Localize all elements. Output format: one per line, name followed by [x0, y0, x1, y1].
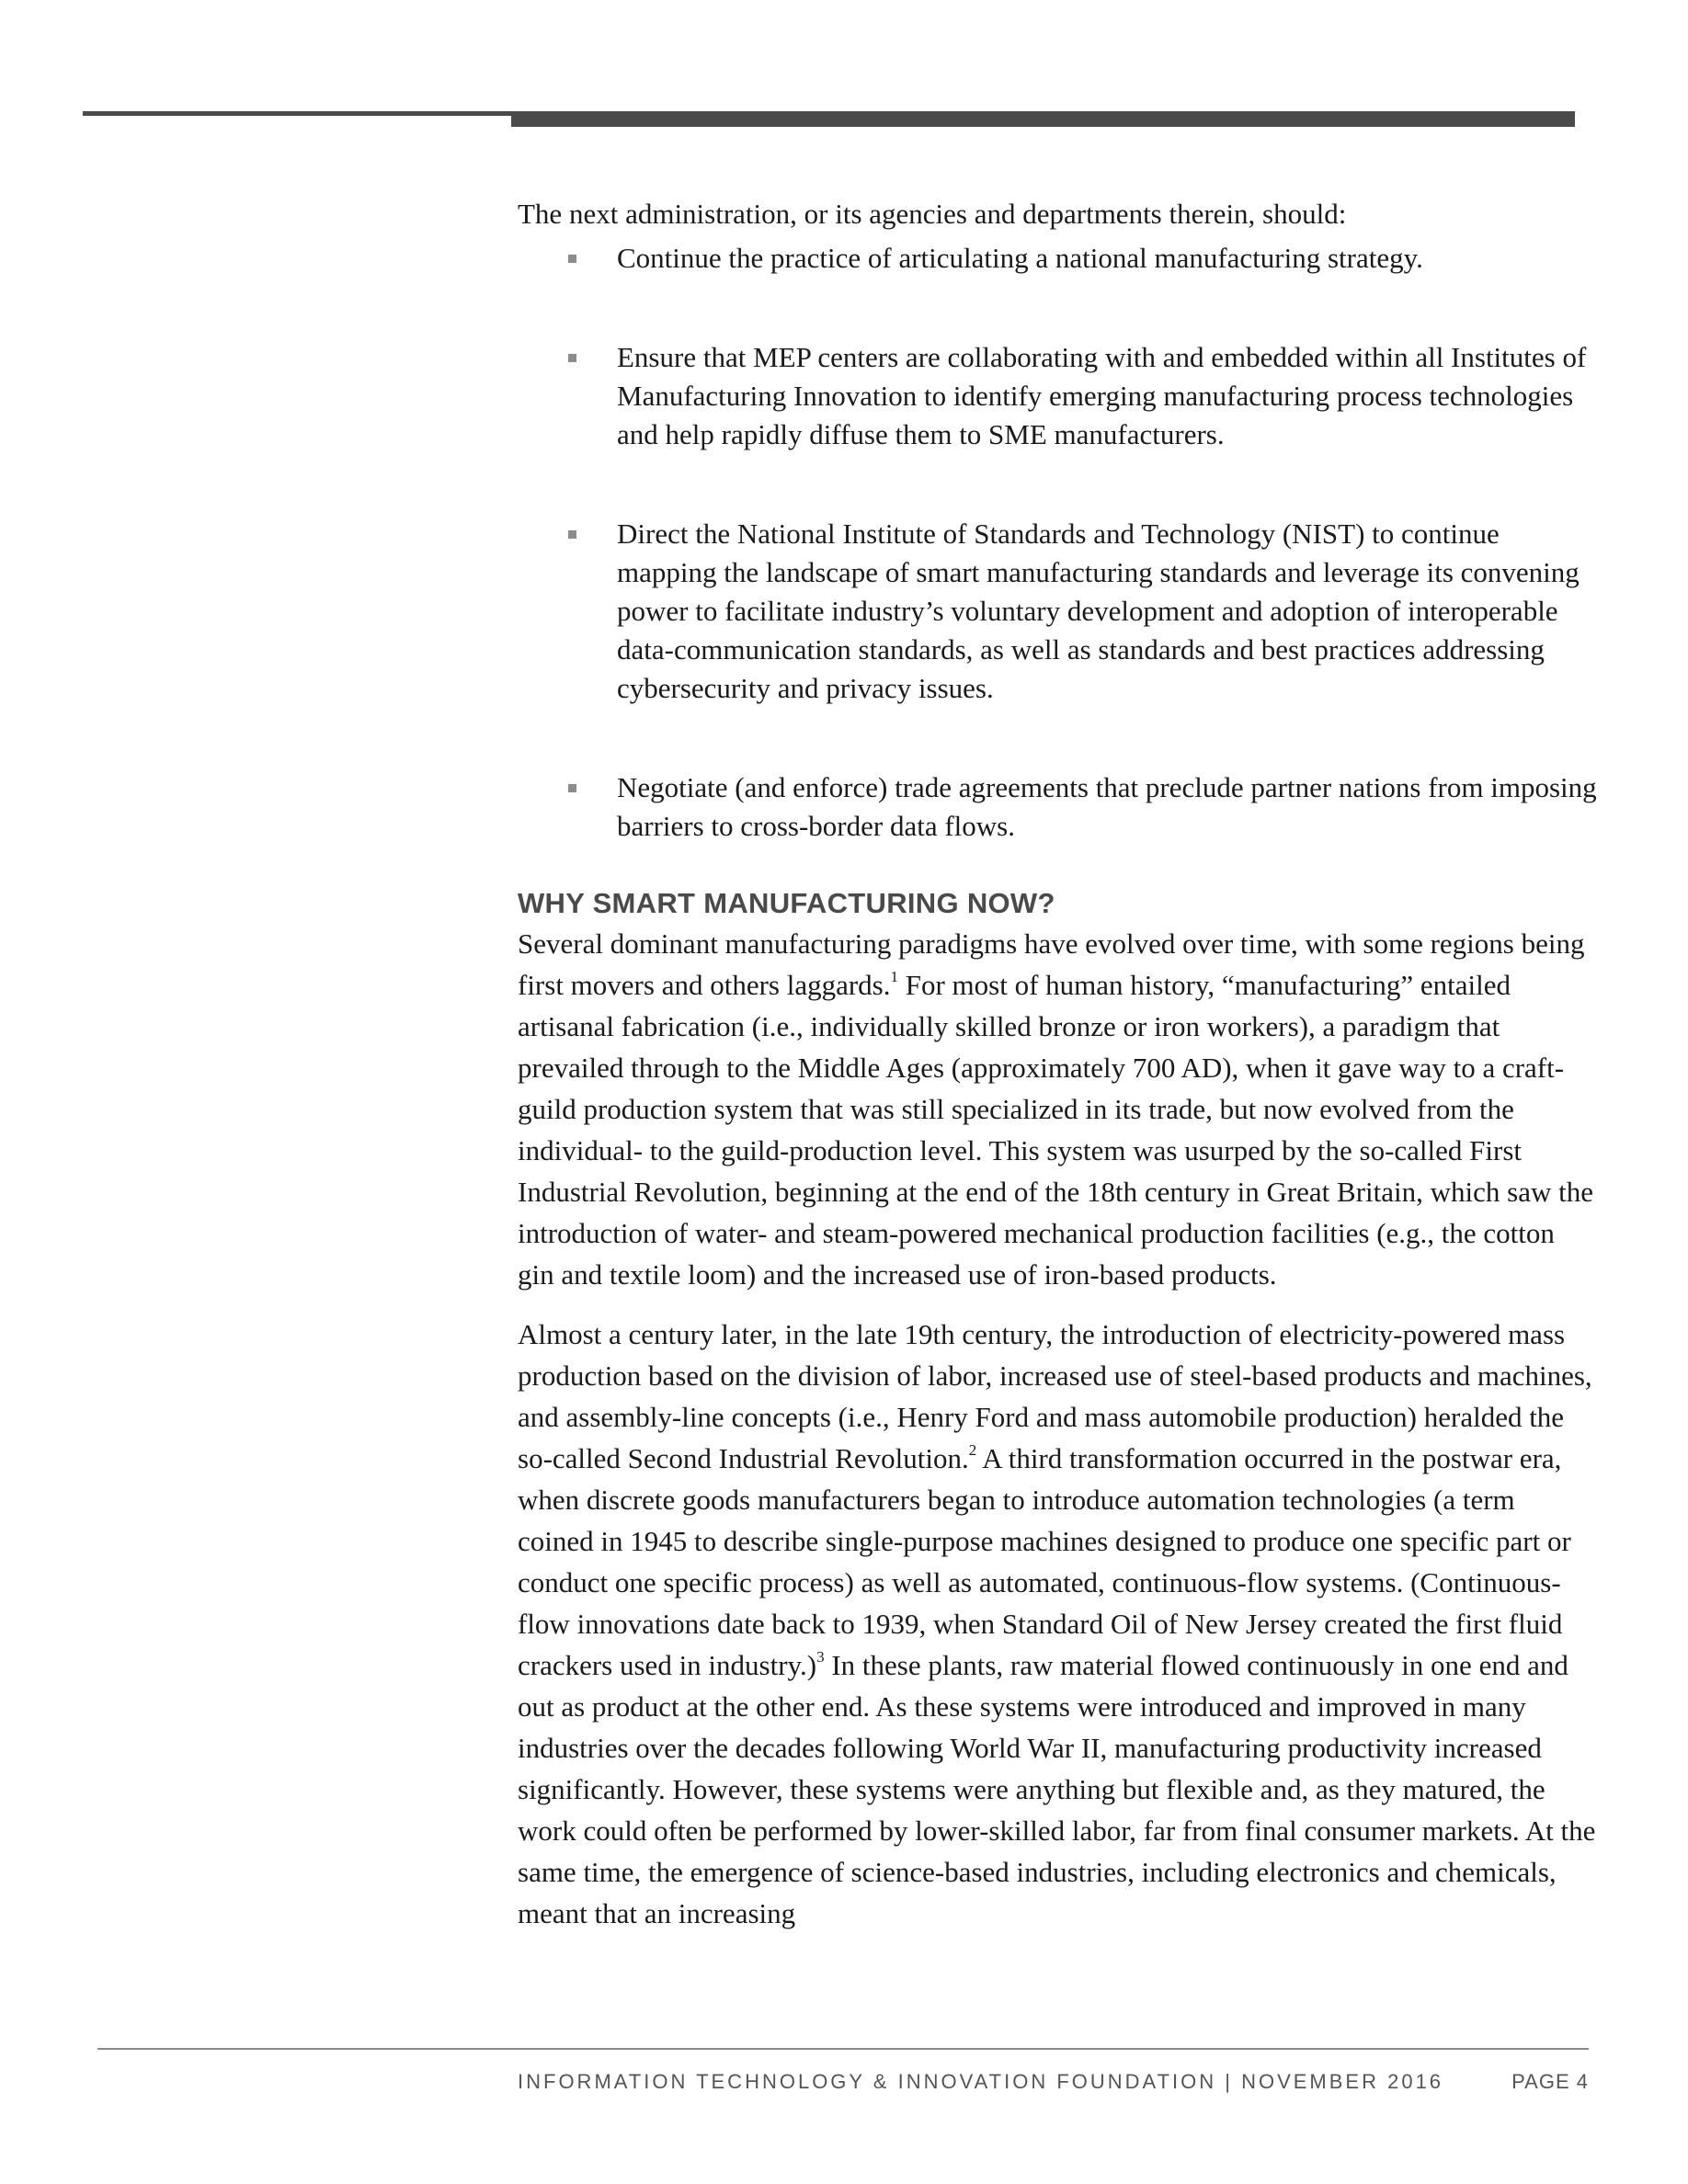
- square-bullet-icon: [568, 354, 576, 362]
- page-content: [518, 195, 1598, 1934]
- page-number: PAGE 4: [1511, 2070, 1589, 2093]
- header-rule-thin: [83, 111, 511, 116]
- list-item-text: Direct the National Institute of Standards and Technology (NIST) to continue mapping the landscape of smart manufacturing standards and leverage its convening power to facilitate industry’s voluntary development and adoption of interoperable data-communication standards, as well as standards and best practices addressing cybersecurity and privacy issues.: [617, 518, 1580, 704]
- list-item-text: Negotiate (and enforce) trade agreements that preclude partner nations from imposing barriers to cross-border data flows.: [617, 771, 1597, 842]
- paragraph-text: Almost a century later, in the late 19th century, the introduction of electricity-powered mass production based on the division of labor, increased use of steel-based products and machines, and assembly-line concepts (i.e., Henry Ford and mass automobile production) heralded the so-called Second Industrial Revolution.: [518, 1318, 1592, 1474]
- square-bullet-icon: [568, 530, 576, 539]
- list-item: [518, 338, 1598, 454]
- intro-text: The next administration, or its agencies and departments therein, should:: [518, 198, 1347, 230]
- list-item: [518, 239, 1598, 278]
- square-bullet-icon: [568, 255, 576, 263]
- list-item: [518, 515, 1598, 708]
- list-item-text: Continue the practice of articulating a national manufacturing strategy.: [617, 242, 1423, 274]
- section-heading: WHY SMART MANUFACTURING NOW?: [518, 887, 1055, 919]
- header-rule-thick: [511, 111, 1575, 127]
- footer-rule: [97, 2048, 1589, 2050]
- footnote-ref-1[interactable]: 1: [890, 968, 898, 985]
- footnote-ref-2[interactable]: 2: [968, 1441, 977, 1459]
- square-bullet-icon: [568, 784, 576, 792]
- footer-org-date: INFORMATION TECHNOLOGY & INNOVATION FOUNDATION | NOVEMBER 2016: [518, 2070, 1444, 2093]
- recommendations-list: [518, 239, 1598, 846]
- body-paragraph-1: [518, 923, 1598, 1295]
- paragraph-text: A third transformation occurred in the postwar era, when discrete goods manufacturers began to introduce automation technologies (a term coined in 1945 to describe single-purpose machines designed to produce one specific part or conduct one specific process) as well as automated, continuous-flow systems. (Continuous-flow innovations date back to 1939, when Standard Oil of New Jersey created the first fluid crackers used in industry.): [518, 1442, 1571, 1681]
- body-paragraph-2: [518, 1314, 1598, 1934]
- list-item-text: Ensure that MEP centers are collaborating with and embedded within all Institutes of Manufacturing Innovation to identify emerging manufacturing process technologies and help rapidly diffuse them to SME manufacturers.: [617, 341, 1587, 450]
- list-item: [518, 768, 1598, 846]
- paragraph-text: For most of human history, “manufacturing” entailed artisanal fabrication (i.e., individually skilled bronze or iron workers), a paradigm that prevailed through to the Middle Ages (approximately 700 AD), when it gave way to a craft-guild production system that was still specialized in its trade, but now evolved from the individual- to the guild-production level. This system was usurped by the so-called First Industrial Revolution, beginning at the end of the 18th century in Great Britain, which saw the introduction of water- and steam-powered mechanical production facilities (e.g., the cotton gin and textile loom) and the increased use of iron-based products.: [518, 969, 1593, 1291]
- footnote-ref-3[interactable]: 3: [816, 1648, 825, 1666]
- paragraph-text: In these plants, raw material flowed continuously in one end and out as product at the other end. As these systems were introduced and improved in many industries over the decades following World War II, manufacturing productivity increased significantly. However, these systems were anything but flexible and, as they matured, the work could often be performed by lower-skilled labor, far from final consumer markets. At the same time, the emergence of science-based industries, including electronics and chemicals, meant that an increasing: [518, 1649, 1596, 1929]
- paragraph-text: Several dominant manufacturing paradigms have evolved over time, with some regions being first movers and others laggards.: [518, 927, 1585, 1001]
